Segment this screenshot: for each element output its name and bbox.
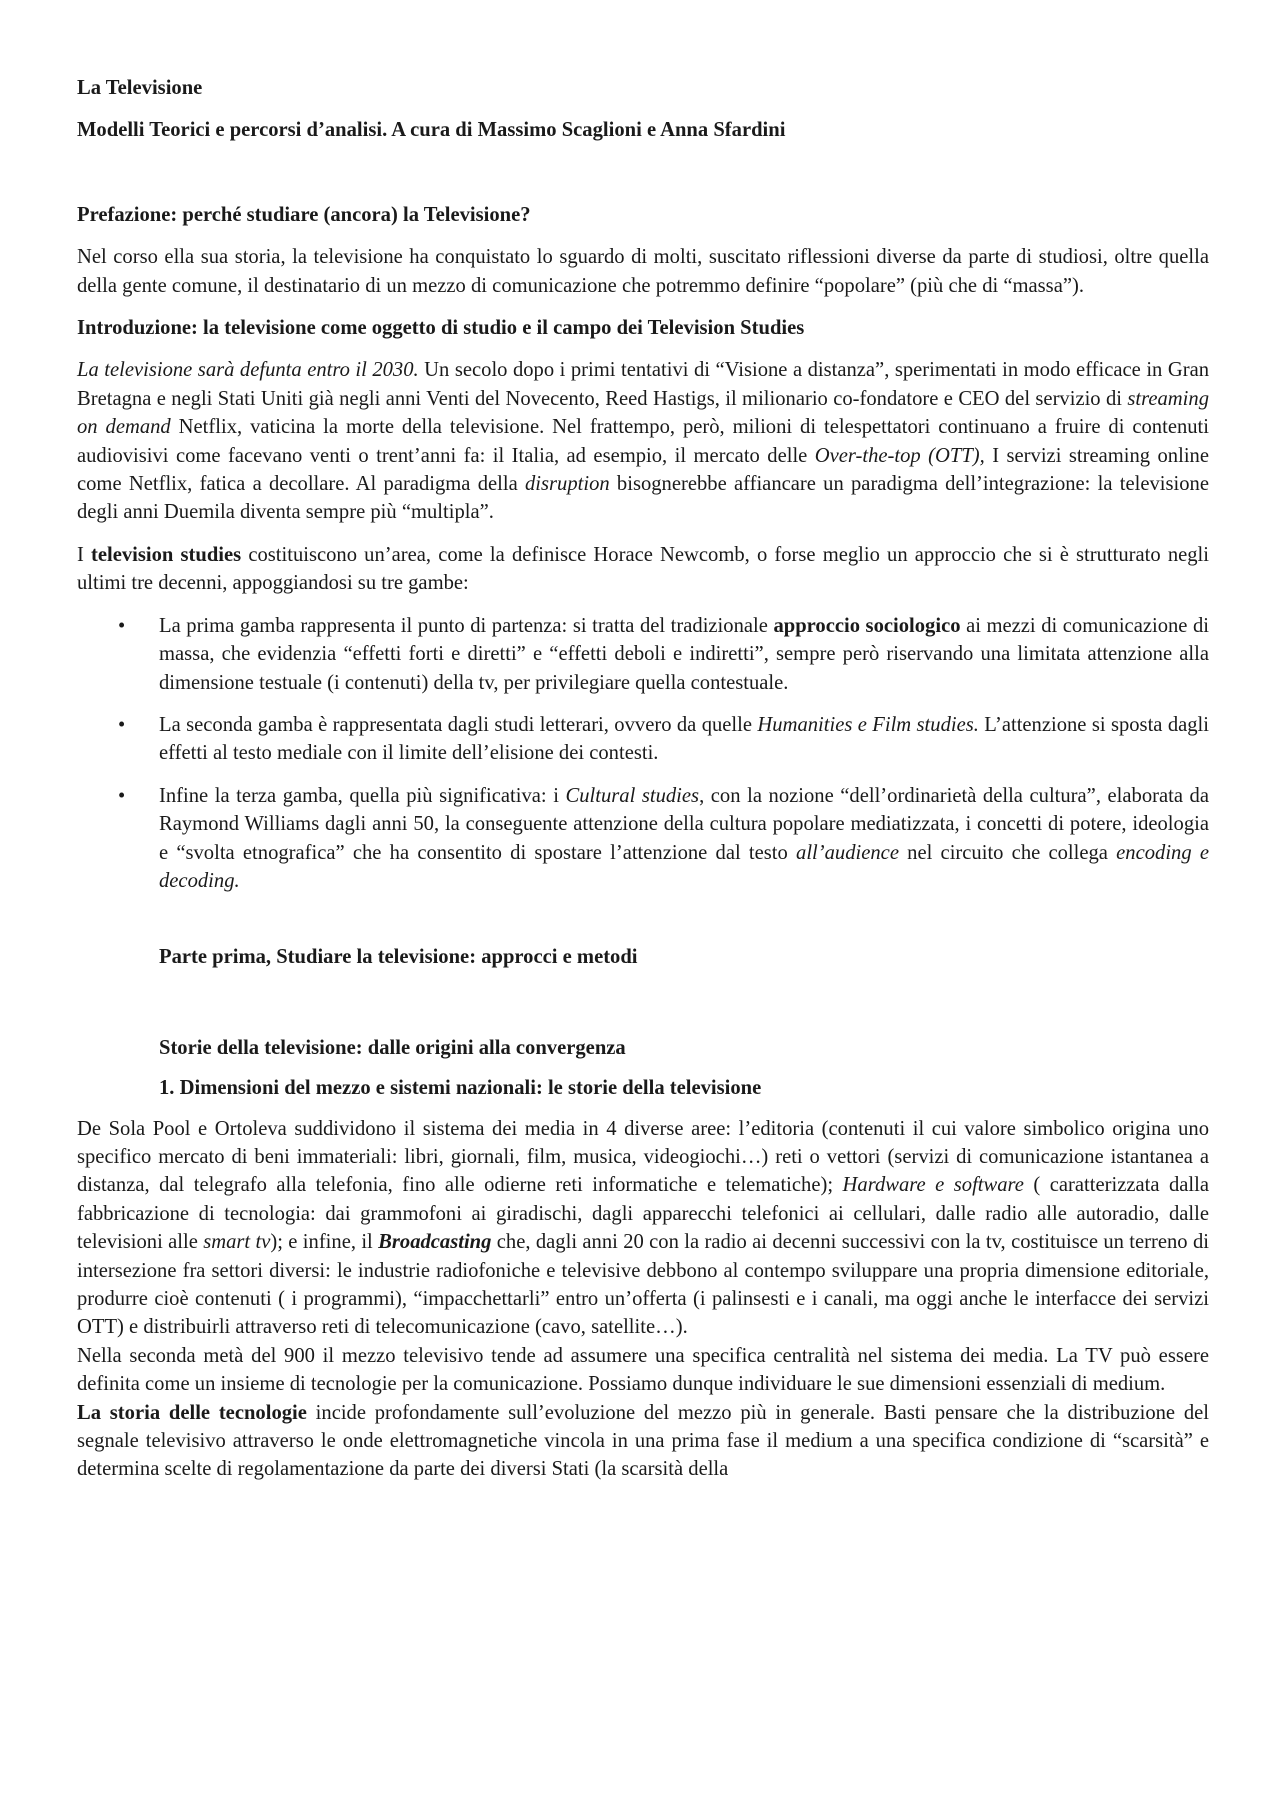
preface-heading: Prefazione: perché studiare (ancora) la Televisione? (77, 203, 531, 226)
intro-heading: Introduzione: la televisione come oggetto di studio e il campo dei Television Studies (77, 317, 805, 340)
section-heading: 1. Dimensioni del mezzo e sistemi nazionali: le storie della televisione (159, 1077, 762, 1100)
body-paragraph-2: Nella seconda metà del 900 il mezzo televisivo tende ad assumere una specifica centralità nel sistema dei media. La TV può essere definita come un insieme di tecnologie per la comunicazione. Possiamo dunque individuare le sue dimensioni essenziali di medium. (77, 1344, 1209, 1396)
list-item: • La seconda gamba è rappresentata dagli studi letterari, ovvero da quelle Humanities e Film studies. L’attenzione si sposta dagli effetti al testo mediale con il limite dell’elisione dei contesti. (77, 711, 1209, 768)
list-item: • Infine la terza gamba, quella più significativa: i Cultural studies, con la nozione “dell’ordinarietà della cultura”, elaborata da Raymond Williams dagli anni 50, la conseguente attenzione della cultura popolare mediatizzata, i concetti di potere, ideologia e “svolta etnografica” che ha consentito di spostare l’attenzione dal testo all’audience nel circuito che collega encoding e decoding. (77, 782, 1209, 896)
intro-paragraph-2: I television studies costituiscono un’area, come la definisce Horace Newcomb, o forse meglio un approccio che si è strutturato negli ultimi tre decenni, appoggiandosi su tre gambe: (77, 543, 1210, 595)
preface-paragraph: Nel corso ella sua storia, la televisione ha conquistato lo sguardo di molti, suscitato riflessioni diverse da parte di studiosi, oltre quella della gente comune, il destinatario di un mezzo di comunicazione che potremmo definire “popolare” (più che di “massa”). (77, 246, 1209, 297)
bullet-marker: • (118, 784, 126, 807)
list-item: • La prima gamba rappresenta il punto di partenza: si tratta del tradizionale approccio sociologico ai mezzi di comunicazione di massa, che evidenzia “effetti forti e diretti” e “effetti deboli e indiretti”, sempre però riservando una limitata attenzione alla dimensione testuale (i contenuti) della tv, per privilegiare quella contestuale. (77, 612, 1209, 697)
document-subtitle: Modelli Teorici e percorsi d’analisi. A cura di Massimo Scaglioni e Anna Sfardini (77, 119, 786, 142)
three-legs-list (77, 612, 1209, 896)
body-paragraph-3: La storia delle tecnologie incide profondamente sull’evoluzione del mezzo più in generale. Basti pensare che la distribuzione del segnale televisivo attraverso le onde elettromagnetiche vincola in una prima fase il medium a una specifica condizione di “scarsità” e determina scelte di regolamentazione da parte dei diversi Stati (la scarsità della (77, 1401, 1209, 1481)
intro-paragraph-1: La televisione sarà defunta entro il 2030. Un secolo dopo i primi tentativi di “Visione a distanza”, sperimentati in modo efficace in Gran Bretagna e negli Stati Uniti già negli anni Venti del Novecento, Reed Hastigs, il milionario co-fondatore e CEO del servizio di streaming on demand Netflix, vaticina la morte della televisione. Nel frattempo, però, milioni di telespettatori continuano a fruire di contenuti audiovisivi come facevano venti o trent’anni fa: il Italia, ad esempio, il mercato delle Over-the-top (OTT), I servizi streaming online come Netflix, fatica a decollare. Al paradigma della disruption bisognerebbe affiancare un paradigma dell’integrazione: la televisione degli anni Duemila diventa sempre più “multipla”. (77, 359, 1210, 524)
part-heading: Parte prima, Studiare la televisione: approcci e metodi (159, 946, 638, 969)
bullet-marker: • (118, 614, 126, 637)
bullet-marker: • (118, 713, 126, 736)
document-page (77, 74, 1209, 1484)
chapter-heading: Storie della televisione: dalle origini alla convergenza (159, 1036, 626, 1059)
document-title: La Televisione (77, 77, 203, 99)
body-paragraph-1: De Sola Pool e Ortoleva suddividono il sistema dei media in 4 diverse aree: l’editoria (contenuti il cui valore simbolico origina uno specifico mercato di beni immateriali: libri, giornali, film, musica, videogiochi…) reti o vettori (servizi di comunicazione istantanea a distanza, dal telegrafo alla telefonia, fino alle odierne reti informatiche e telematiche); Hardware e software ( caratterizzata dalla fabbricazione di tecnologia: dai grammofoni ai giradischi, dagli apparecchi telefonici ai cellulari, dalle radio alle autoradio, dalle televisioni alle smart tv); e infine, il Broadcasting che, dagli anni 20 con la radio ai decenni successivi con la tv, costituisce un terreno di intersezione fra settori diversi: le industrie radiofoniche e televisive debbono al contempo sviluppare una propria dimensione editoriale, produrre cioè contenuti ( i programmi), “impacchettarli” entro un’offerta (i palinsesti e i canali, ma oggi anche le interfacce dei servizi OTT) e distribuirli attraverso reti di telecomunicazione (cavo, satellite…). (77, 1117, 1209, 1339)
